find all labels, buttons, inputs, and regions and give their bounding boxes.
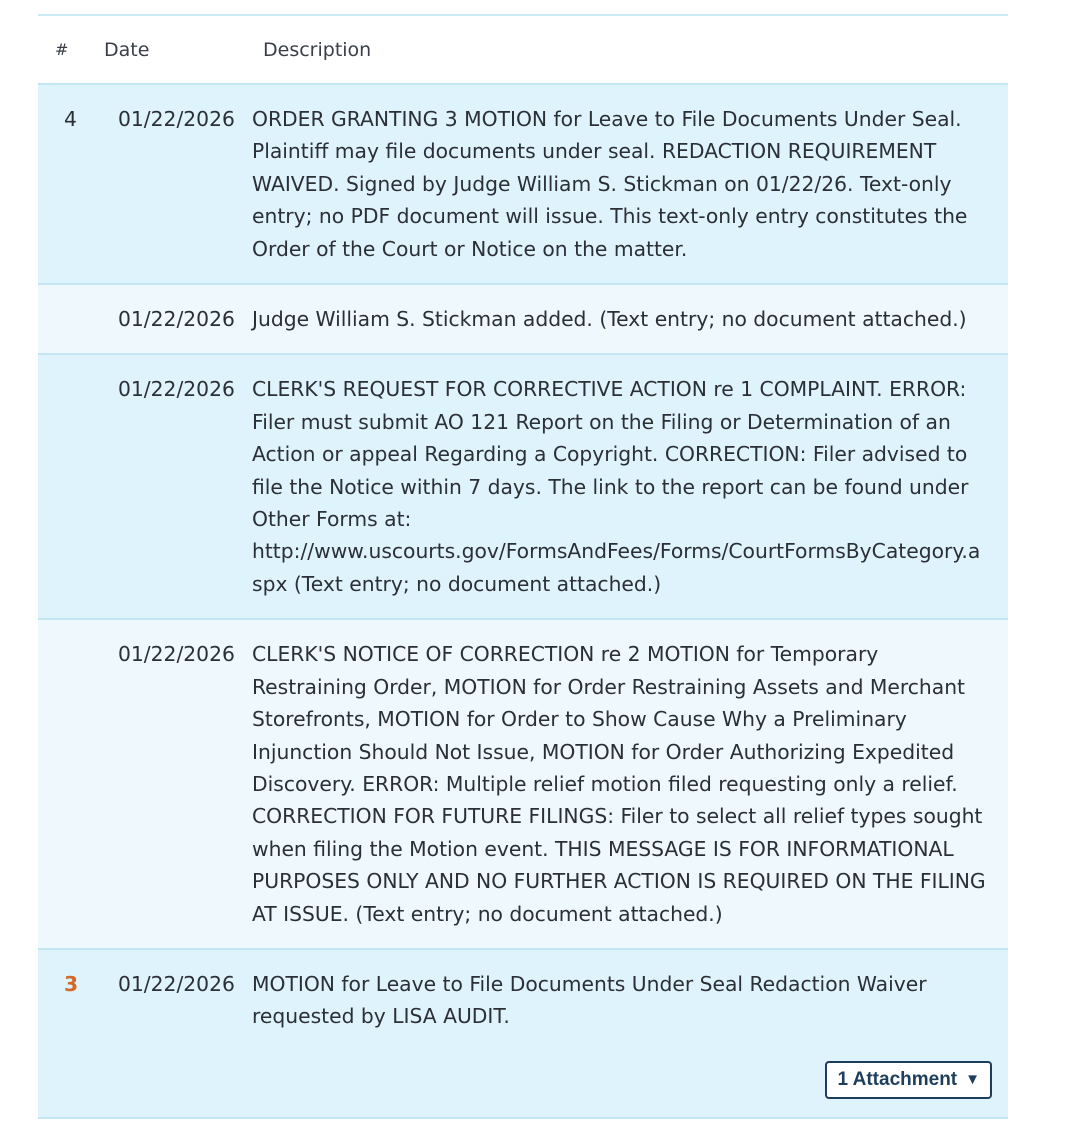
header-number: # xyxy=(55,40,69,59)
table-row xyxy=(38,950,1008,1119)
entry-description: CLERK'S REQUEST FOR CORRECTIVE ACTION re 1 COMPLAINT. ERROR: Filer must submit AO 121 Report on the Filing or Determination of an Action or appeal Regarding a Copyright. CORRECTION: Filer advised to file the Notice within 7 days. The link to the report can be found under Other Forms at: http://www.uscourts.gov/FormsAndFees/Forms/CourtFormsByCategory.aspx (Text entry; no document attached.) xyxy=(252,377,981,596)
table-row xyxy=(38,620,1008,950)
entry-description: Judge William S. Stickman added. (Text entry; no document attached.) xyxy=(252,307,967,332)
entry-number xyxy=(38,303,104,335)
attachments-button-label: 1 Attachment xyxy=(837,1068,958,1090)
entry-description: ORDER GRANTING 3 MOTION for Leave to File Documents Under Seal. Plaintiff may file documents under seal. REDACTION REQUIREMENT WAIVED. Signed by Judge William S. Stickman on 01/22/26. Text-only entry; no PDF document will issue. This text-only entry constitutes the Order of the Court or Notice on the matter. xyxy=(252,107,968,261)
entry-description-cell xyxy=(252,968,1008,1099)
entry-number xyxy=(38,373,104,600)
entry-date: 01/22/2026 xyxy=(118,307,235,332)
entry-date: 01/22/2026 xyxy=(118,971,235,996)
entry-description: MOTION for Leave to File Documents Under Seal Redaction Waiver requested by LISA AUDIT. xyxy=(252,971,927,1029)
entry-date: 01/22/2026 xyxy=(118,642,235,667)
header-date: Date xyxy=(104,38,150,61)
entry-number xyxy=(38,638,104,930)
table-row xyxy=(38,355,1008,620)
attachments-dropdown-button[interactable] xyxy=(825,1061,992,1099)
entry-description: CLERK'S NOTICE OF CORRECTION re 2 MOTION for Temporary Restraining Order, MOTION for Order Restraining Assets and Merchant Storefronts, MOTION for Order to Show Cause Why a Preliminary Injunction Should Not Issue, MOTION for Order Authorizing Expedited Discovery. ERROR: Multiple relief motion filed requesting only a relief. CORRECTION FOR FUTURE FILINGS: Filer to select all relief types sought when filing the Motion event. THIS MESSAGE IS FOR INFORMATIONAL PURPOSES ONLY AND NO FURTHER ACTION IS REQUIRED ON THE FILING AT ISSUE. (Text entry; no document attached.) xyxy=(252,642,986,926)
table-row xyxy=(38,285,1008,355)
table-row xyxy=(38,85,1008,285)
table-header xyxy=(38,16,1008,85)
entry-date: 01/22/2026 xyxy=(118,107,235,131)
docket-table xyxy=(38,14,1008,1119)
entry-number: 4 xyxy=(64,107,77,131)
attachment-wrap xyxy=(252,1061,992,1099)
entry-number-link[interactable]: 3 xyxy=(64,971,79,996)
caret-down-icon: ▼ xyxy=(965,1071,980,1089)
entry-date: 01/22/2026 xyxy=(118,377,235,402)
header-description: Description xyxy=(263,38,372,61)
